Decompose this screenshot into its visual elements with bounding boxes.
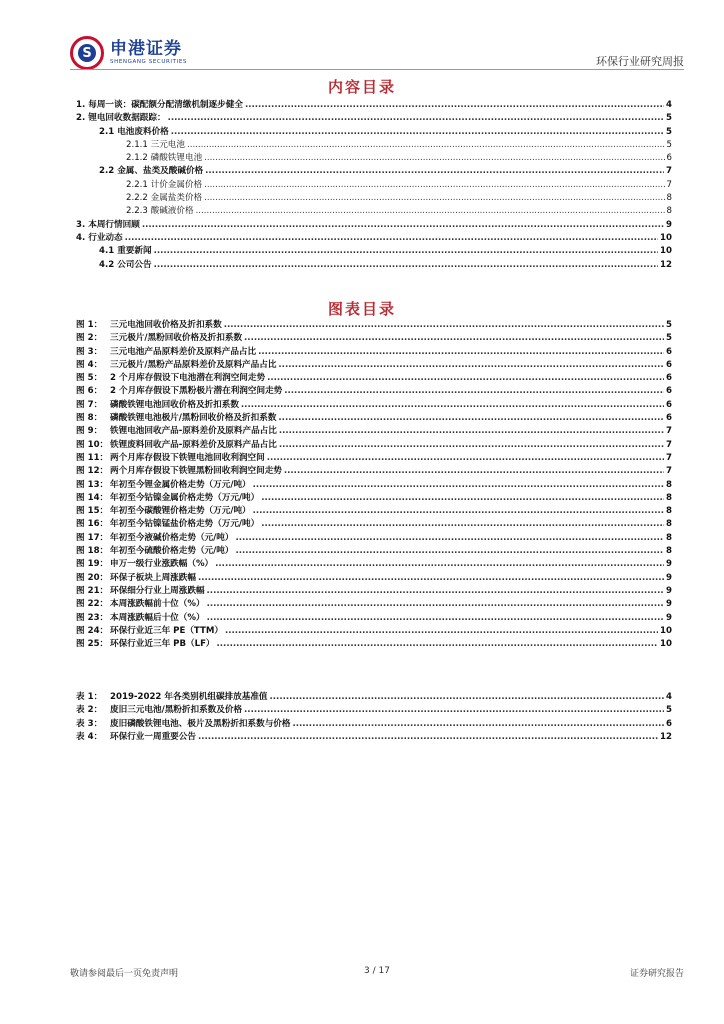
toc-page-number: 10	[660, 639, 672, 650]
toc-leader-dots	[207, 585, 664, 598]
table-number: 表 1：	[76, 692, 103, 702]
toc-leader-dots	[198, 731, 658, 744]
figure-caption: 2 个月库存假设下电池潜在利润空间走势	[110, 373, 266, 384]
figures-list	[76, 319, 672, 651]
table-caption: 废旧三元电池/黑粉折扣系数及价格	[110, 705, 243, 716]
toc-entry-label	[126, 205, 194, 218]
header-divider	[70, 69, 684, 70]
toc-page-number: 4	[666, 100, 672, 110]
figure-number: 图 17：	[76, 532, 109, 543]
toc-entry-text: 4. 行业动态	[76, 232, 123, 243]
toc-leader-dots	[241, 399, 664, 412]
table-caption: 环保行业一周重要公告	[110, 731, 196, 742]
toc-entry[interactable]	[76, 372, 672, 385]
toc-entry-text: 4.1 重要新闻	[99, 246, 152, 257]
toc-page-number: 5	[666, 333, 672, 344]
figure-caption: 申万一级行业涨跌幅（%）	[110, 559, 214, 570]
toc-page-number: 5	[666, 705, 672, 716]
toc-entry[interactable]	[76, 612, 672, 625]
table-caption: 2019-2022 年各类别机组碳排放基准值	[110, 692, 268, 702]
toc-entry-text: 2. 锂电回收数据跟踪：	[76, 113, 166, 124]
toc-entry-label	[76, 346, 256, 359]
toc-leader-dots	[171, 126, 664, 139]
toc-entry[interactable]	[76, 259, 672, 272]
toc-entry-label	[76, 518, 259, 531]
figure-caption: 三元电池产品原料差价及原料产品占比	[110, 346, 257, 357]
figure-caption: 本周涨跌幅前十位（%）	[110, 599, 205, 610]
footer-disclaimer: 敬请参阅最后一页免责声明	[70, 969, 179, 979]
figure-caption: 两个月库存假设下铁锂电池回收利润空间	[110, 452, 265, 463]
toc-page-number: 6	[666, 359, 672, 370]
toc-entry[interactable]	[76, 359, 672, 372]
toc-leader-dots	[187, 139, 665, 152]
toc-page-number: 8	[666, 532, 672, 543]
toc-leader-dots	[253, 505, 664, 518]
toc-entry[interactable]	[76, 585, 672, 598]
toc-page-number: 6	[666, 386, 672, 397]
toc-entry-label	[76, 545, 233, 558]
toc-page-number: 7	[666, 452, 672, 463]
toc-leader-dots	[279, 425, 664, 438]
toc-entry-label	[76, 731, 196, 744]
toc-leader-dots	[154, 259, 658, 272]
toc-leader-dots	[198, 572, 664, 585]
toc-entry-label	[76, 232, 123, 245]
toc-leader-dots	[261, 518, 664, 531]
toc-page-number: 6	[666, 373, 672, 384]
toc-entry[interactable]	[76, 179, 672, 192]
toc-entry-label	[76, 638, 215, 651]
toc-entry-label	[76, 425, 277, 438]
toc-entry[interactable]	[76, 165, 672, 178]
toc-entry[interactable]	[76, 572, 672, 585]
figure-number: 图 23：	[76, 612, 109, 623]
figure-number: 图 10：	[76, 439, 109, 450]
toc-entry[interactable]	[76, 232, 672, 245]
toc-entry[interactable]	[76, 545, 672, 558]
toc-page-number: 9	[666, 585, 672, 596]
figure-number: 图 4：	[76, 359, 103, 370]
toc-entry-text: 2.1 电池废料价格	[99, 126, 169, 137]
toc-entry-label	[76, 598, 205, 611]
logo-text	[110, 40, 187, 66]
toc-entry[interactable]	[76, 532, 672, 545]
toc-entry-label	[76, 412, 276, 425]
toc-page-number: 8	[666, 546, 672, 557]
toc-entry[interactable]	[76, 479, 672, 492]
figure-caption: 磷酸铁锂电池回收价格及折扣系数	[110, 399, 239, 410]
toc-leader-dots	[142, 219, 664, 232]
toc-entry-label	[76, 479, 251, 492]
toc-page-number: 8	[666, 206, 672, 217]
toc-entry[interactable]	[76, 625, 672, 638]
figure-number: 图 24：	[76, 625, 109, 636]
toc-page-number: 5	[666, 126, 672, 137]
toc-entry-text: 1. 每周一谈：碳配额分配清缴机制逐步健全	[76, 100, 243, 110]
toc-entry[interactable]	[76, 346, 672, 359]
toc-page-number: 9	[666, 599, 672, 610]
toc-entry-label	[76, 572, 196, 585]
toc-leader-dots	[267, 372, 664, 385]
toc-page-number: 12	[660, 731, 672, 742]
figure-caption: 环保子板块上周涨跌幅	[110, 572, 196, 583]
footer-doc-type: 证券研究报告	[629, 969, 684, 979]
toc-entry[interactable]	[76, 518, 672, 531]
toc-entry-text: 2.1.1 三元电池	[126, 139, 185, 150]
figure-caption: 环保行业近三年 PB（LF）	[110, 639, 215, 650]
toc-leader-dots	[270, 691, 664, 704]
toc-leader-dots	[235, 545, 664, 558]
toc-leader-dots	[217, 638, 659, 651]
toc-entry-label	[99, 259, 152, 272]
toc-page-number: 8	[666, 193, 672, 204]
toc-entry-label	[76, 439, 277, 452]
toc-entry-label	[76, 558, 213, 571]
toc-entry-label	[126, 152, 202, 165]
toc-entry-label	[76, 112, 166, 125]
figure-number: 图 7：	[76, 399, 103, 410]
toc-leader-dots	[205, 165, 664, 178]
toc-entry[interactable]	[76, 399, 672, 412]
toc-entry-label	[76, 625, 223, 638]
table-number: 表 4：	[76, 731, 103, 742]
toc-leader-dots	[204, 152, 664, 165]
figure-number: 图 25：	[76, 639, 109, 650]
toc-entry[interactable]	[76, 112, 672, 125]
figure-caption: 年初至今碳酸锂价格走势（万元/吨）	[110, 506, 251, 517]
toc-page-number: 10	[660, 625, 672, 636]
toc-entry[interactable]	[76, 505, 672, 518]
toc-entry-label	[99, 126, 169, 139]
toc-page-number: 7	[666, 179, 672, 190]
figure-number: 图 18：	[76, 546, 109, 557]
toc-leader-dots	[292, 718, 664, 731]
figure-caption: 年初至今锂金属价格走势（万元/吨）	[110, 479, 251, 490]
toc-entry-text: 3. 本周行情回顾	[76, 219, 140, 230]
toc-leader-dots	[267, 452, 664, 465]
toc-entry-label	[76, 492, 259, 505]
toc-entry-label	[76, 452, 265, 465]
toc-leader-dots	[284, 465, 664, 478]
toc-leader-dots	[284, 385, 664, 398]
table-number: 表 2：	[76, 705, 103, 716]
figure-number: 图 14：	[76, 492, 109, 503]
toc-entry[interactable]	[76, 219, 672, 232]
contents-list	[76, 99, 672, 272]
table-number: 表 3：	[76, 718, 103, 729]
figure-number: 图 2：	[76, 333, 103, 344]
toc-page-number: 8	[666, 506, 672, 517]
toc-entry-label	[126, 139, 185, 152]
figure-caption: 三元极片/黑粉回收价格及折扣系数	[110, 333, 243, 344]
toc-page-number: 7	[666, 466, 672, 477]
tables-list	[76, 691, 672, 744]
toc-page-number: 7	[666, 166, 672, 177]
toc-entry[interactable]	[76, 99, 672, 112]
toc-page-number: 8	[666, 519, 672, 530]
toc-page-number: 9	[666, 219, 672, 230]
toc-entry-label	[76, 372, 265, 385]
toc-entry-text: 2.1.2 磷酸铁锂电池	[126, 153, 203, 164]
toc-leader-dots	[207, 612, 664, 625]
toc-entry[interactable]	[76, 718, 672, 731]
toc-page-number: 12	[660, 259, 672, 270]
figure-number: 图 20：	[76, 572, 109, 583]
toc-leader-dots	[224, 319, 664, 332]
toc-leader-dots	[154, 245, 658, 258]
figure-number: 图 1：	[76, 320, 103, 330]
page-number: 3 / 17	[364, 966, 390, 976]
toc-page-number: 6	[666, 346, 672, 357]
toc-entry[interactable]	[76, 205, 672, 218]
toc-leader-dots	[244, 332, 664, 345]
toc-leader-dots	[279, 439, 664, 452]
company-logo	[70, 36, 187, 70]
figure-caption: 两个月库存假设下铁锂黑粉回收利润空间走势	[110, 466, 282, 477]
toc-page-number: 5	[666, 320, 672, 330]
figure-caption: 环保细分行业上周涨跌幅	[110, 585, 205, 596]
figure-caption: 年初至今钴镍金属价格走势（万元/吨）	[110, 492, 260, 503]
contents-title: 内容目录	[327, 78, 396, 96]
logo-name-cn: 申港证券	[110, 39, 182, 59]
toc-entry[interactable]	[76, 385, 672, 398]
figure-number: 图 21：	[76, 585, 109, 596]
toc-entry[interactable]	[76, 412, 672, 425]
figure-number: 图 12：	[76, 466, 109, 477]
figure-caption: 年初至今硫酸价格走势（元/吨）	[110, 546, 234, 557]
toc-entry-label	[76, 359, 276, 372]
figure-number: 图 3：	[76, 346, 103, 357]
toc-entry[interactable]	[76, 638, 672, 651]
figure-number: 图 22：	[76, 599, 109, 610]
logo-mark-icon	[70, 36, 104, 70]
figure-caption: 年初至今钴镍锰盐价格走势（万元/吨）	[110, 519, 260, 530]
toc-leader-dots	[204, 192, 664, 205]
toc-leader-dots	[245, 99, 664, 112]
toc-leader-dots	[235, 532, 664, 545]
toc-entry[interactable]	[76, 192, 672, 205]
toc-entry-label	[76, 319, 222, 332]
figure-number: 图 15：	[76, 506, 109, 517]
toc-entry[interactable]	[76, 139, 672, 152]
figure-number: 图 19：	[76, 559, 109, 570]
toc-page-number: 6	[666, 153, 672, 164]
toc-entry-label	[126, 192, 202, 205]
toc-entry-text: 2.2 金属、盐类及酸碱价格	[99, 166, 204, 177]
toc-entry[interactable]	[76, 465, 672, 478]
toc-leader-dots	[253, 479, 664, 492]
toc-page-number: 5	[666, 139, 672, 150]
toc-page-number: 8	[666, 492, 672, 503]
toc-entry-label	[126, 179, 202, 192]
figure-caption: 三元极片/黑粉产品原料差价及原料产品占比	[110, 359, 277, 370]
toc-leader-dots	[196, 205, 665, 218]
toc-entry[interactable]	[76, 691, 672, 704]
figure-caption: 2 个月库存假设下黑粉极片潜在利润空间走势	[110, 386, 283, 397]
toc-entry[interactable]	[76, 439, 672, 452]
toc-entry[interactable]	[76, 558, 672, 571]
toc-entry[interactable]	[76, 319, 672, 332]
toc-leader-dots	[258, 346, 664, 359]
toc-leader-dots	[168, 112, 664, 125]
figure-number: 图 9：	[76, 426, 103, 437]
toc-leader-dots	[278, 359, 664, 372]
toc-entry-label	[76, 532, 233, 545]
toc-entry-text: 2.2.1 计价金属价格	[126, 179, 203, 190]
toc-entry-label	[76, 385, 282, 398]
figure-number: 图 13：	[76, 479, 109, 490]
toc-leader-dots	[261, 492, 664, 505]
toc-entry[interactable]	[76, 492, 672, 505]
toc-page-number: 6	[666, 718, 672, 729]
figure-caption: 铁锂电池回收产品-原料差价及原料产品占比	[110, 426, 277, 437]
figures-title: 图表目录	[327, 300, 396, 318]
figure-caption: 磷酸铁锂电池极片/黑粉回收价格及折扣系数	[110, 413, 277, 424]
toc-entry[interactable]	[76, 731, 672, 744]
toc-leader-dots	[125, 232, 658, 245]
logo-name-en: SHENGANG SECURITIES	[110, 59, 187, 65]
report-type: 环保行业研究周报	[596, 55, 684, 68]
toc-entry-label	[76, 99, 243, 112]
figure-number: 图 8：	[76, 413, 103, 424]
toc-entry[interactable]	[76, 245, 672, 258]
toc-entry-label	[76, 505, 251, 518]
toc-leader-dots	[278, 412, 664, 425]
toc-leader-dots	[244, 704, 664, 717]
toc-entry[interactable]	[76, 598, 672, 611]
toc-entry-text: 4.2 公司公告	[99, 259, 152, 270]
toc-page-number: 5	[666, 113, 672, 124]
table-caption: 废旧磷酸铁锂电池、极片及黑粉折扣系数与价格	[110, 718, 291, 729]
toc-entry[interactable]	[76, 704, 672, 717]
toc-entry[interactable]	[76, 425, 672, 438]
toc-page-number: 10	[660, 246, 672, 257]
page-header	[0, 0, 724, 70]
toc-page-number: 9	[666, 612, 672, 623]
toc-leader-dots	[207, 598, 664, 611]
toc-entry-label	[76, 612, 205, 625]
toc-entry-label	[76, 399, 239, 412]
figure-number: 图 11：	[76, 452, 109, 463]
toc-entry-label	[76, 332, 242, 345]
toc-leader-dots	[204, 179, 664, 192]
figure-caption: 三元电池回收价格及折扣系数	[110, 320, 222, 330]
figure-number: 图 16：	[76, 519, 109, 530]
toc-leader-dots	[215, 558, 664, 571]
figure-caption: 年初至今液碱价格走势（元/吨）	[110, 532, 234, 543]
toc-entry-label	[76, 219, 140, 232]
figure-caption: 环保行业近三年 PE（TTM）	[110, 625, 223, 636]
toc-page-number: 6	[666, 399, 672, 410]
toc-entry-label	[76, 465, 282, 478]
toc-entry[interactable]	[76, 452, 672, 465]
toc-entry-label	[99, 165, 203, 178]
toc-entry[interactable]	[76, 152, 672, 165]
toc-entry-text: 2.2.2 金属盐类价格	[126, 193, 203, 204]
toc-page-number: 7	[666, 439, 672, 450]
toc-page-number: 8	[666, 479, 672, 490]
toc-page-number: 9	[666, 559, 672, 570]
toc-entry[interactable]	[76, 126, 672, 139]
toc-page-number: 7	[666, 426, 672, 437]
logo-glyph: S	[78, 44, 96, 62]
toc-entry-label	[99, 245, 152, 258]
figure-number: 图 5：	[76, 373, 103, 384]
figure-caption: 铁锂废料回收产品-原料差价及原料产品占比	[110, 439, 277, 450]
toc-page-number: 9	[666, 572, 672, 583]
toc-page-number: 10	[660, 232, 672, 243]
figure-number: 图 6：	[76, 386, 103, 397]
toc-entry[interactable]	[76, 332, 672, 345]
toc-entry-label	[76, 691, 268, 704]
toc-entry-label	[76, 704, 242, 717]
figure-caption: 本周涨跌幅后十位（%）	[110, 612, 205, 623]
toc-entry-label	[76, 718, 290, 731]
toc-entry-label	[76, 585, 205, 598]
toc-entry-text: 2.2.3 酸碱液价格	[126, 206, 194, 217]
toc-page-number: 4	[666, 692, 672, 702]
toc-page-number: 6	[666, 413, 672, 424]
toc-leader-dots	[225, 625, 658, 638]
